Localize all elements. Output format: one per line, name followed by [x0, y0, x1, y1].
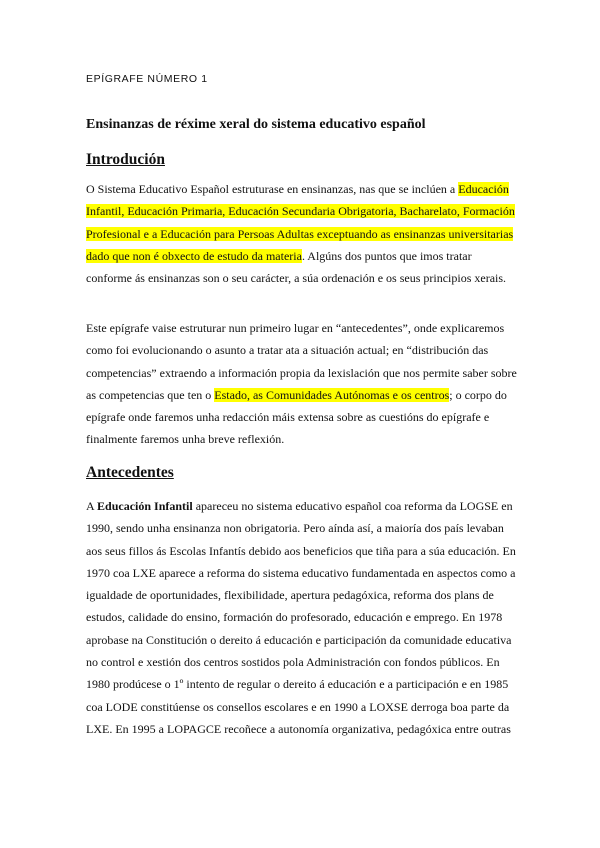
section-heading-antecedentes: Antecedentes — [86, 464, 174, 481]
intro-p1-highlight: Educación Infantil, Educación Primaria, Educación Secundaria Obrigatoria, Bacharelato, Formación Profesional e a Educación para Persoas Adultas exceptuando as ensinanzas universitarias dado que non é obxecto de estudo da materia — [86, 182, 515, 263]
document-title: Ensinanzas de réxime xeral do sistema educativo español — [86, 117, 426, 132]
antecedentes-p1-bold: Educación Infantil — [97, 499, 193, 513]
epigrafe-label: EPÍGRAFE NÚMERO 1 — [86, 73, 208, 85]
section-heading-introducion: Introdución — [86, 151, 165, 168]
intro-paragraph-2 — [86, 317, 518, 451]
intro-p1-text-end: . Algúns dos puntos que imos tratar conforme ás ensinanzas son o seu carácter, a súa ordenación e os seus principios xerais. — [86, 248, 507, 286]
intro-p1-text: O Sistema Educativo Español estruturase en ensinanzas, nas que se inclúen a — [86, 182, 459, 196]
antecedentes-p1-text: A — [86, 499, 98, 513]
intro-p2-highlight: Estado, as Comunidades Autónomas e os centros — [214, 387, 450, 402]
intro-paragraph-1 — [86, 178, 518, 289]
intro-p2-text-end: ; o corpo do epígrafe onde faremos unha redacción máis extensa sobre as cuestións do epígrafe e finalmente faremos unha breve reflexión. — [86, 387, 507, 447]
intro-p2-text: Este epígrafe vaise estruturar nun primeiro lugar en “antecedentes”, onde explicaremos como foi evolucionando o asunto a tratar ata a situación actual; en “distribución das competencias” extraendo a información propia da lexislación que nos permite saber sobre as competencias que ten o — [86, 321, 517, 402]
antecedentes-paragraph-1 — [86, 495, 518, 740]
antecedentes-p1-text-end: apareceu no sistema educativo español coa reforma da LOGSE en 1990, sendo unha ensinanza non obrigatoria. Pero aínda así, a maioría dos país levaban aos seus fillos ás Escolas Infantís debido aos beneficios que tiña para a súa educación. En 1970 coa LXE aparece a reforma do sistema educativo fundamentada en aspectos como a igualdade de oportunidades, flexibilidade, apertura pedagóxica, reforma dos plans de estudos, calidade do ensino, formación do profesorado, educación e emprego. En 1978 aprobase na Constitución o dereito á educación e participación da comunidade educativa no control e xestión dos centros sostidos pola Administración con fondos públicos. En 1980 prodúcese o 1º intento de regular o dereito á educación e a participación e en 1985 coa LODE constitúense os consellos escolares e en 1990 a LOXSE derroga boa parte da LXE. En 1995 a LOPAGCE recoñece a autonomía organizativa, pedagóxica entre outras — [86, 499, 516, 736]
